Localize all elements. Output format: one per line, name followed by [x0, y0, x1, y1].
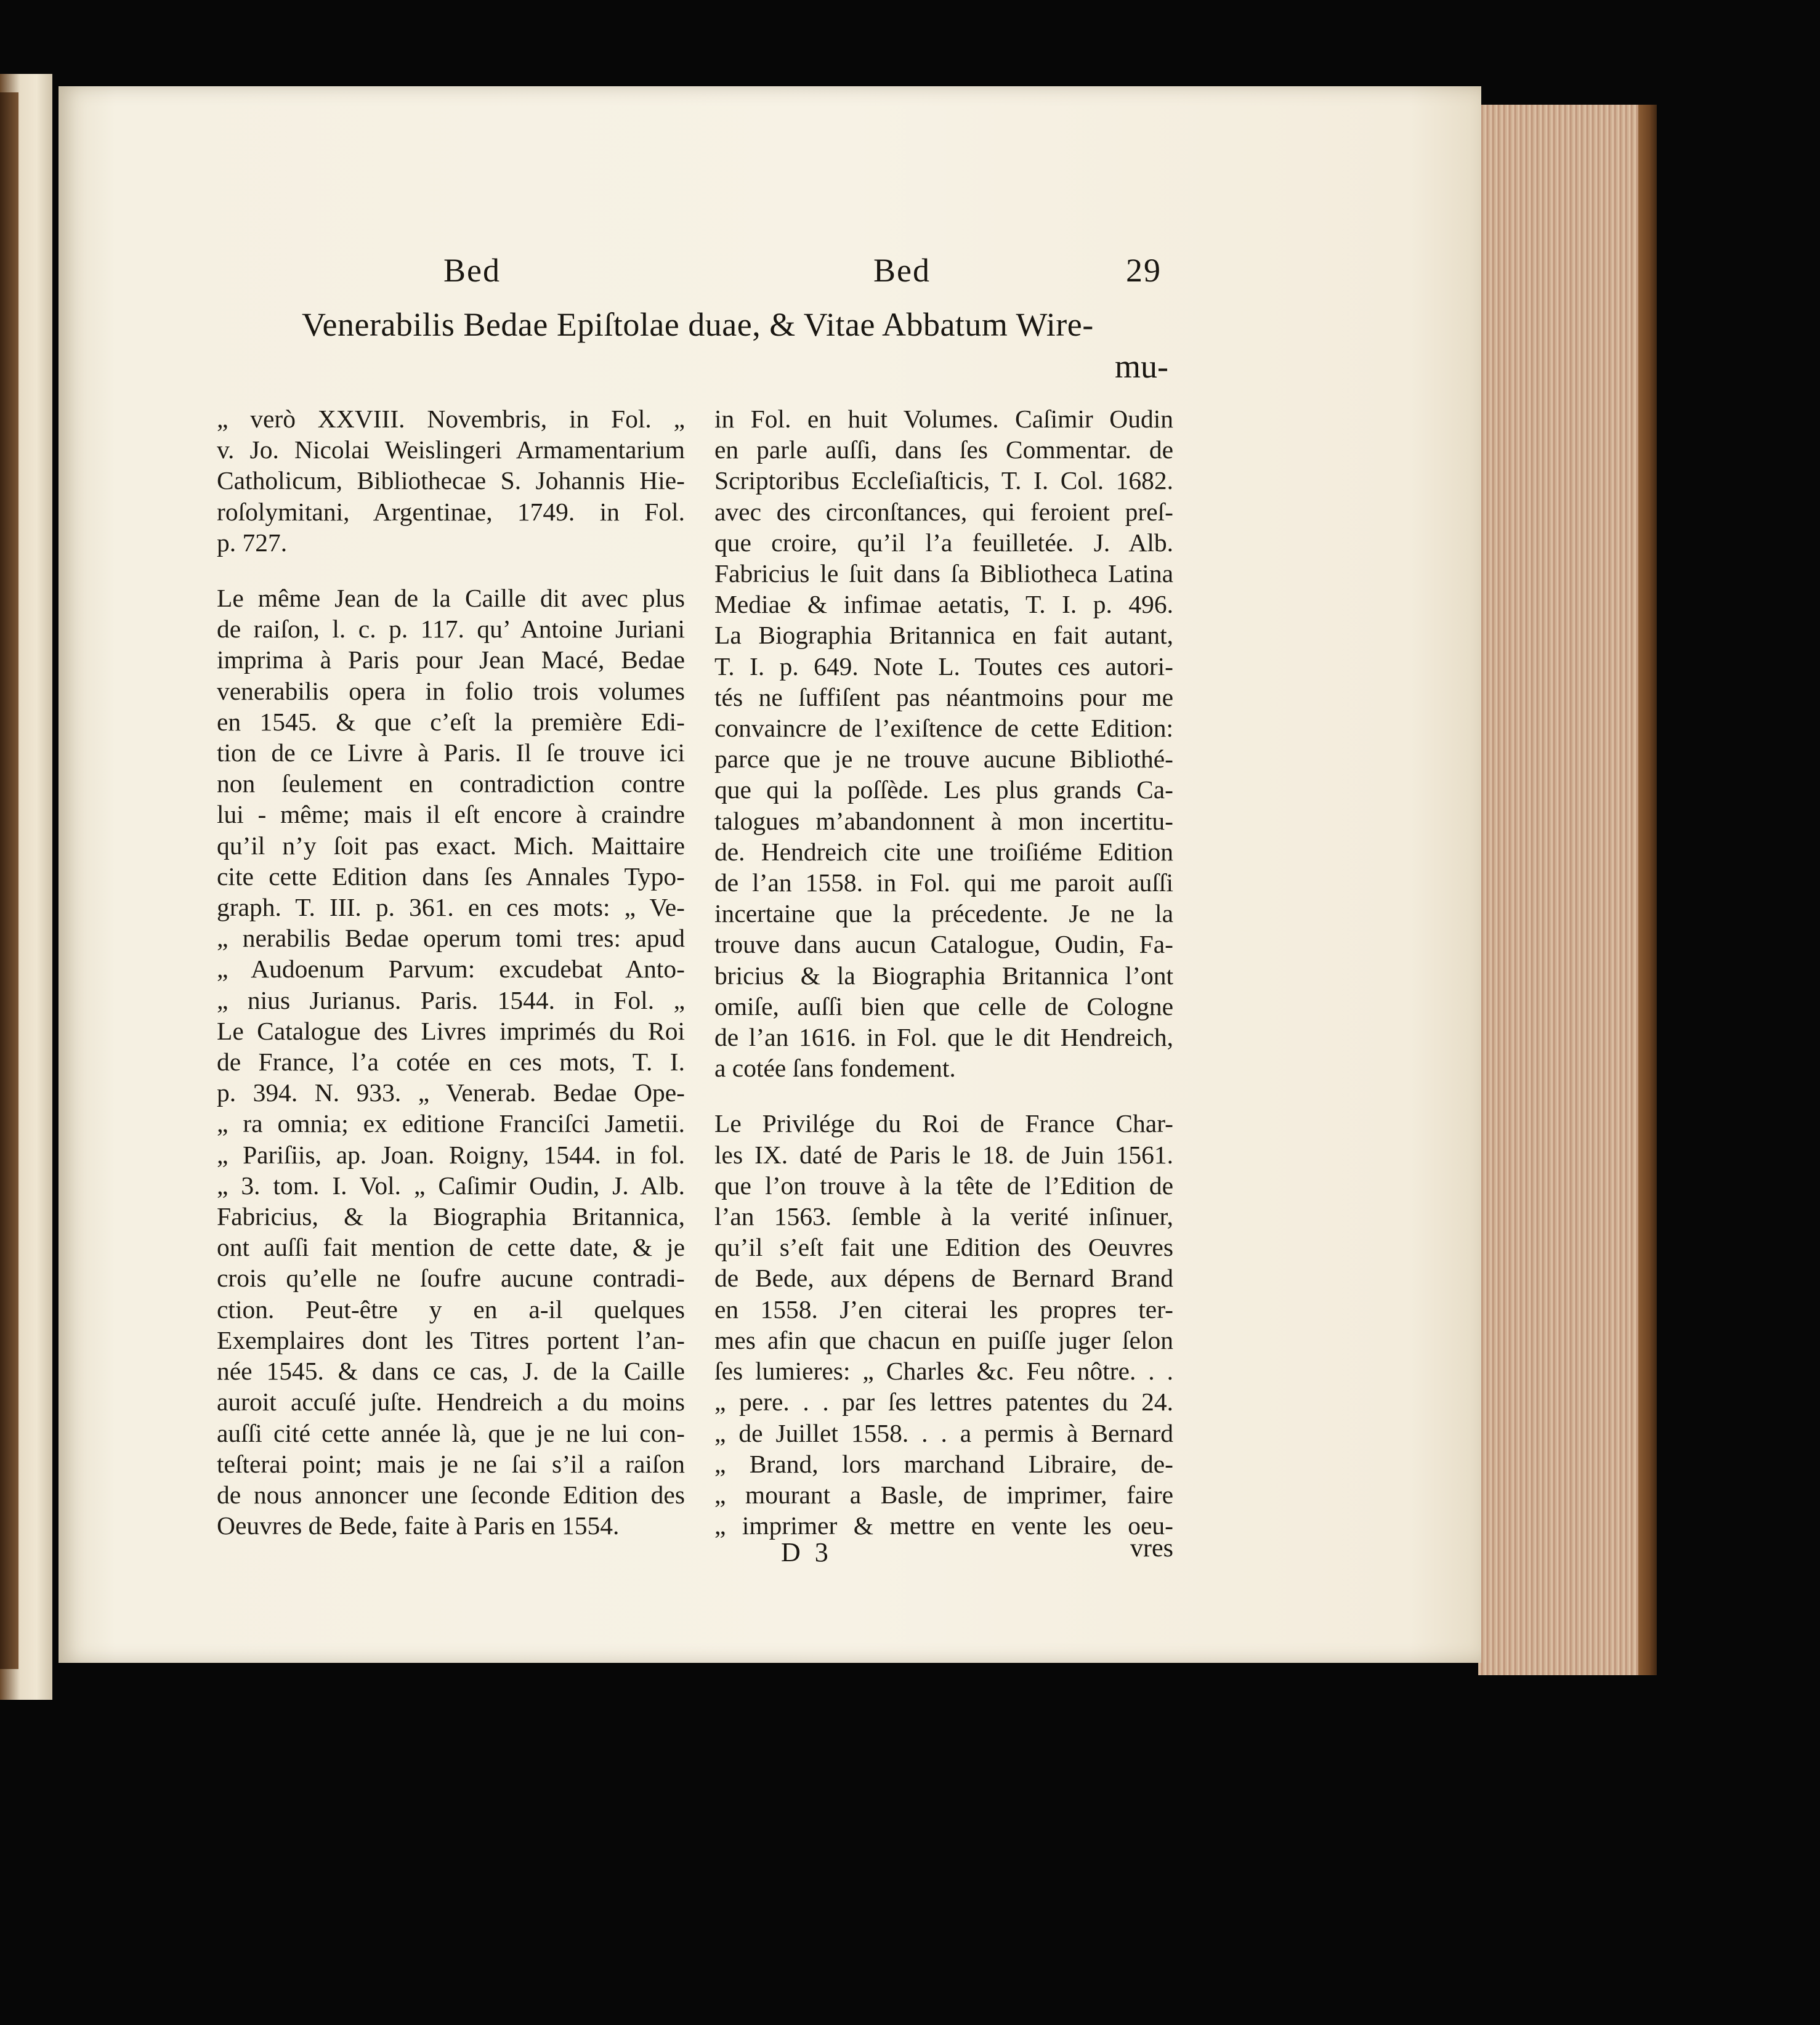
text-line: que croire, qu’il l’a feuilletée. J. Alb. [714, 528, 1173, 557]
text-line: Scriptoribus Eccleſiaſticis, T. I. Col. 1682. [714, 466, 1173, 495]
text-line: p. 394. N. 933. „ Venerab. Bedae Ope- [217, 1078, 685, 1107]
text-line: „ pere. . . par ſes lettres patentes du 24. [714, 1388, 1173, 1417]
text-line: cite cette Edition dans ſes Annales Typo- [217, 862, 685, 891]
text-line: trouve dans aucun Catalogue, Oudin, Fa- [714, 930, 1173, 959]
text-line: née 1545. & dans ce cas, J. de la Caille [217, 1357, 685, 1386]
text-line: bricius & la Biographia Britannica l’ont [714, 961, 1173, 990]
text-line: que l’on trouve à la tête de l’Edition de [714, 1171, 1173, 1200]
entry-title-continuation: mu- [1115, 348, 1168, 385]
text-line: non ſeulement en contradiction contre [217, 769, 685, 798]
text-line: Mediae & infimae aetatis, T. I. p. 496. [714, 590, 1173, 619]
text-line: „ Audoenum Parvum: excudebat Anto- [217, 955, 685, 984]
text-line: auſſi cité cette année là, que je ne lui con- [217, 1418, 685, 1447]
paragraph-gap [217, 558, 685, 583]
text-line: „ verò XXVIII. Novembris, in Fol. „ [217, 405, 685, 433]
text-line: l’an 1563. ſemble à la verité inſinuer, [714, 1202, 1173, 1231]
text-line: Fabricius, & la Biographia Britannica, [217, 1202, 685, 1231]
text-line: „ 3. tom. I. Vol. „ Caſimir Oudin, J. Alb. [217, 1171, 685, 1200]
text-line: imprima à Paris pour Jean Macé, Bedae [217, 645, 685, 674]
left-column [217, 403, 685, 1541]
text-line: „ nerabilis Bedae operum tomi tres: apud [217, 924, 685, 953]
text-line: „ Pariſiis, ap. Joan. Roigny, 1544. in fol. [217, 1140, 685, 1169]
running-head-center: Bed [873, 252, 931, 289]
text-line: „ nius Jurianus. Paris. 1544. in Fol. „ [217, 985, 685, 1014]
page-block-edge [1478, 105, 1657, 1675]
text-line: de nous annoncer une ſeconde Edition des [217, 1480, 685, 1509]
text-line: „ Brand, lors marchand Libraire, de- [714, 1449, 1173, 1478]
text-line: auroit accuſé juſte. Hendreich a du moins [217, 1388, 685, 1417]
text-line: „ de Juillet 1558. . . a permis à Bernard [714, 1418, 1173, 1447]
text-line: parce que je ne trouve aucune Bibliothé- [714, 745, 1173, 774]
text-line: les IX. daté de Paris le 18. de Juin 1561. [714, 1140, 1173, 1169]
text-line: mes afin que chacun en puiſſe juger ſelon [714, 1325, 1173, 1354]
text-line: qu’il n’y ſoit pas exact. Mich. Maittaire [217, 831, 685, 860]
text-line: en 1545. & que c’eſt la première Edi- [217, 707, 685, 736]
text-line: teſterai point; mais je ne ſai s’il a raiſon [217, 1449, 685, 1478]
text-line: p. 727. [217, 528, 288, 557]
text-line: crois qu’elle ne ſoufre aucune contradi- [217, 1264, 685, 1293]
text-line: graph. T. III. p. 361. en ces mots: „ Ve- [217, 893, 685, 922]
paragraph-gap [714, 1083, 1173, 1108]
text-line: Catholicum, Bibliothecae S. Johannis Hie- [217, 466, 685, 495]
text-line: Oeuvres de Bede, faite à Paris en 1554. [217, 1511, 620, 1540]
text-line: de raiſon, l. c. p. 117. qu’ Antoine Juriani [217, 615, 685, 644]
page-number: 29 [1126, 252, 1162, 289]
text-line: venerabilis opera in folio trois volumes [217, 676, 685, 705]
entry-title: Venerabilis Bedae Epiſtolae duae, & Vitae Abbatum Wire- [302, 306, 1094, 343]
text-line: avec des circonſtances, qui feroient preſ- [714, 497, 1173, 526]
text-line: T. I. p. 649. Note L. Toutes ces autori- [714, 652, 1173, 681]
text-line: incertaine que la précedente. Je ne la [714, 899, 1173, 928]
text-line: lui - même; mais il eſt encore à craindre [217, 800, 685, 829]
text-line: de. Hendreich cite une troiſiéme Edition [714, 837, 1173, 866]
text-line: convaincre de l’exiſtence de cette Edition: [714, 714, 1173, 743]
text-line: roſolymitani, Argentinae, 1749. in Fol. [217, 497, 685, 526]
right-column [714, 403, 1173, 1541]
text-line: en 1558. J’en citerai les propres ter- [714, 1295, 1173, 1324]
text-line: Fabricius le ſuit dans ſa Bibliotheca Latina [714, 559, 1173, 588]
text-line: in Fol. en huit Volumes. Caſimir Oudin [714, 405, 1173, 433]
text-line: talogues m’abandonnent à mon incertitu- [714, 806, 1173, 835]
text-line: La Biographia Britannica en fait autant, [714, 621, 1173, 650]
text-line: ction. Peut-être y en a-il quelques [217, 1295, 685, 1324]
signature-mark: D 3 [781, 1537, 832, 1567]
text-line: de l’an 1616. in Fol. que le dit Hendreich, [714, 1023, 1173, 1052]
text-line: ſes lumieres: „ Charles &c. Feu nôtre. . . [714, 1357, 1173, 1386]
text-line: de l’an 1558. in Fol. qui me paroit auſſi [714, 868, 1173, 897]
text-line: „ mourant a Basle, de imprimer, faire [714, 1480, 1173, 1509]
text-line: qu’il s’eſt fait une Edition des Oeuvres [714, 1233, 1173, 1262]
running-head-left: Bed [443, 252, 501, 289]
text-line: tés ne ſuffiſent pas néantmoins pour me [714, 682, 1173, 711]
text-line: de France, l’a cotée en ces mots, T. I. [217, 1048, 685, 1077]
book-cover-edge [1638, 105, 1657, 1675]
text-line: v. Jo. Nicolai Weislingeri Armamentarium [217, 435, 685, 464]
catchword: vres [1130, 1534, 1173, 1562]
text-line: que qui la poſſède. Les plus grands Ca- [714, 775, 1173, 804]
text-line: Le même Jean de la Caille dit avec plus [217, 584, 685, 613]
text-line: Le Privilége du Roi de France Char- [714, 1109, 1173, 1138]
text-line: „ ra omnia; ex editione Franciſci Jametii. [217, 1109, 685, 1138]
text-line: en parle auſſi, dans ſes Commentar. de [714, 435, 1173, 464]
text-line: Exemplaires dont les Titres portent l’an- [217, 1325, 685, 1354]
text-line: ont auſſi fait mention de cette date, & je [217, 1233, 685, 1262]
text-line: Le Catalogue des Livres imprimés du Roi [217, 1016, 685, 1045]
text-line: omiſe, auſſi bien que celle de Cologne [714, 992, 1173, 1021]
text-line: de Bede, aux dépens de Bernard Brand [714, 1264, 1173, 1293]
text-line: a cotée ſans fondement. [714, 1054, 956, 1083]
text-line: tion de ce Livre à Paris. Il ſe trouve ici [217, 738, 685, 767]
left-binding [0, 92, 18, 1669]
text-line: „ imprimer & mettre en vente les oeu- [714, 1511, 1173, 1540]
